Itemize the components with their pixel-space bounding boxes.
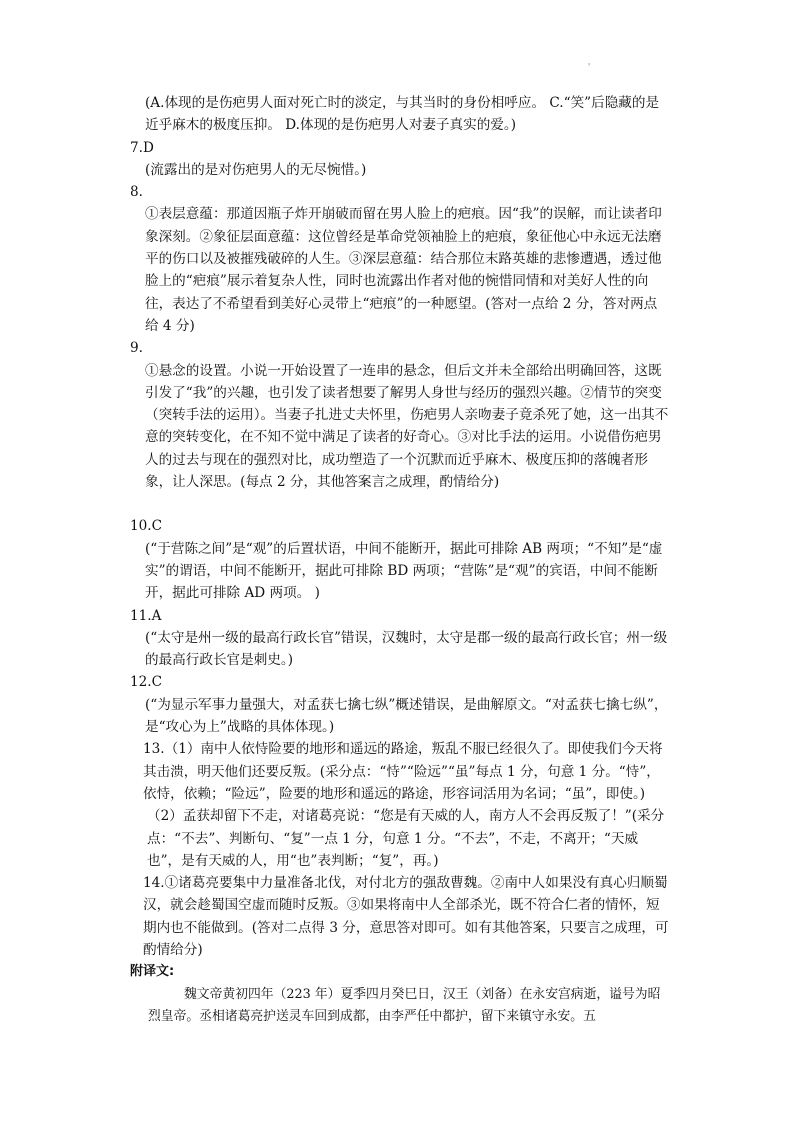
answer-explanation: （2）孟获却留下不走，对诸葛亮说：“您是有天威的人，南方人不会再反叛了！”(采分点：“不去”、判断句、“复”一点 1 分，句意 1 分。“不去”，不走，不离开；“天威也”，是有天威的人，用“也”表判断；“复”，再。) (147, 808, 665, 869)
translation-heading: 附译文: (130, 964, 175, 980)
answer-explanation: (流露出的是对伤疤男人的无尽惋惜。) (145, 161, 367, 178)
translation-paragraph: 魏文帝黄初四年（223 年）夏季四月癸巳日，汉王（刘备）在永安宫病逝，谥号为昭烈皇帝。丞相诸葛亮护送灵车回到成都，由李严任中都护，留下来镇守永安。五 (148, 986, 661, 1024)
answer-explanation: (“为显示军事力量强大，对孟获七擒七纵”概述错误，是曲解原文。“对孟获七擒七纵”，是“攻心为上”战略的具体体现。) (145, 696, 668, 736)
answer-explanation: (“于营陈之间”是“观”的后置状语，中间不能断开，据此可排除 AB 两项；“不知”是“虚实”的谓语，中间不能断开，据此可排除 BD 两项；“营陈”是“观”的宾语，中间不能断开，据此可排除 AD 两项。 ) (145, 540, 663, 602)
question-number: 8. (130, 184, 143, 201)
answer-content (130, 92, 670, 1028)
answer-explanation: ①表层意蕴：那道因瓶子炸开崩破而留在男人脸上的疤痕。因“我”的误解，而让读者印象深刻。②象征层面意蕴：这位曾经是革命党领袖脸上的疤痕，象征他心中永远无法磨平的伤口以及被摧残破碎的人生。③深层意蕴：结合那位末路英雄的悲惨遭遇，透过他脸上的“疤痕”展示着复杂人性，同时也流露出作者对他的惋惜同情和对美好人性的向往，表达了不希望看到美好心灵带上“疤痕”的一种愿望。(答对一点给 2 分，答对两点给 4 分) (145, 206, 662, 334)
question-number: 9. (130, 340, 143, 357)
answer-explanation: 13.（1）南中人依恃险要的地形和遥远的路途，叛乱不服已经很久了。即使我们今天将其击溃，明天他们还要反叛。(采分点：“恃”“险远”“虽”每点 1 分，句意 1 分。“恃”，依恃，依赖；“险远”，险要的地形和遥远的路途，形容词活用为名词；“虽”，即使。) (143, 741, 663, 802)
answer-explanation: 14.①诸葛亮要集中力量准备北伐，对付北方的强敌曹魏。②南中人如果没有真心归顺蜀汉，就会趁蜀国空虚而随时反叛。③如果将南中人全部杀光，既不符合仁者的情怀，短期内也不能做到。(答对二点得 3 分，意思答对即可。如有其他答案，只要言之成理，可酌情给分) (143, 875, 669, 958)
answer-explanation: ①悬念的设置。小说一开始设置了一连串的悬念，但后文并未全部给出明确回答，这既引发了“我”的兴趣，也引发了读者想要了解男人身世与经历的强烈兴趣。②情节的突变（突转手法的运用）。当妻子扎进丈夫怀里，伤疤男人亲吻妻子竟杀死了她，这一出其不意的突转变化，在不知不觉中满足了读者的好奇心。③对比手法的运用。小说借伤疤男人的过去与现在的强烈对比，成功塑造了一个沉默而近乎麻木、极度压抑的落魄者形象，让人深思。(每点 2 分，其他答案言之成理，酌情给分) (145, 362, 669, 491)
translation-body (130, 984, 670, 1029)
answer-explanation: (“太守是州一级的最高行政长官”错误，汉魏时，太守是郡一级的最高行政长官；州一级的最高行政长官是刺史。) (145, 629, 668, 669)
question-number: 7.D (130, 139, 154, 156)
answer-explanation: (A.体现的是伤疤男人面对死亡时的淡定，与其当时的身份相呼应。 C.“笑”后隐藏的是近乎麻木的极度压抑。 D.体现的是伤疤男人对妻子真实的爱。) (145, 95, 660, 134)
question-number: 12.C (130, 674, 163, 691)
spacer (130, 493, 670, 515)
question-number: 10.C (130, 518, 163, 535)
question-number: 11.A (130, 607, 162, 624)
header-mark: ' (588, 62, 591, 71)
